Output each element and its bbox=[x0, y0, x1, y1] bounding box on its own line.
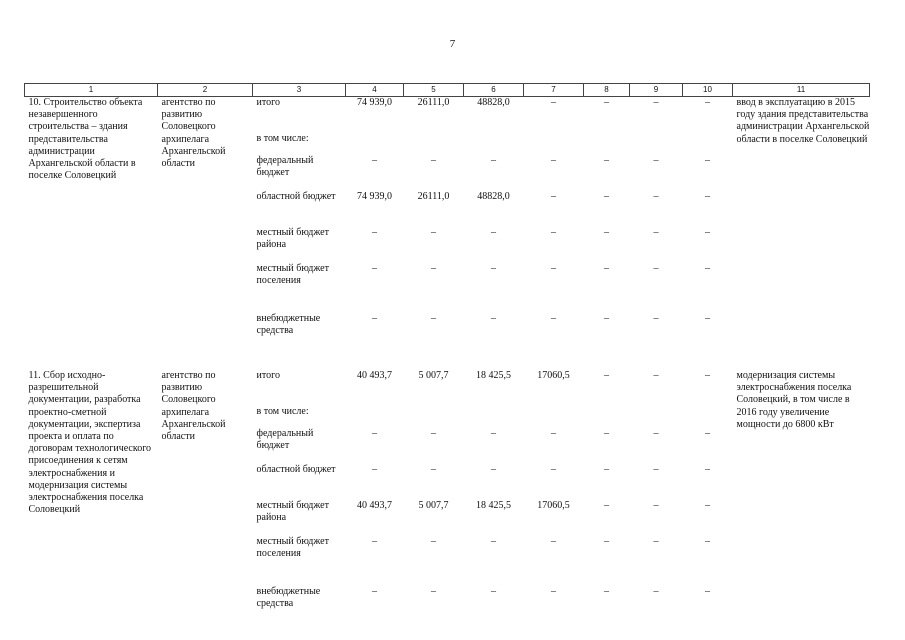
amount-value: – bbox=[551, 155, 556, 166]
amount-value: – bbox=[491, 227, 496, 238]
row-spacer bbox=[25, 349, 870, 370]
amount-value bbox=[683, 406, 733, 428]
funding-source-list bbox=[253, 370, 346, 622]
amount-value: – bbox=[604, 263, 609, 274]
amount-value: – bbox=[372, 428, 377, 439]
amount-value: 5 007,7 bbox=[418, 370, 449, 381]
header-cell: 9 bbox=[630, 84, 683, 97]
amount-value: – bbox=[431, 586, 436, 597]
project-result-note: модернизация системы электроснабжения поселка Соловецкий, в том числе в 2016 году увеличение мощности до 6800 кВт bbox=[736, 370, 852, 430]
amount-value: – bbox=[551, 227, 556, 238]
amount-value: – bbox=[604, 428, 609, 439]
funding-source-label: местный бюджет поселения bbox=[256, 263, 329, 287]
funding-source-label: федеральный бюджет bbox=[256, 428, 314, 452]
amount-column-c8 bbox=[584, 97, 630, 350]
amount-value: 74 939,0 bbox=[357, 97, 392, 108]
amount-value bbox=[584, 406, 630, 428]
header-cell: 6 bbox=[464, 84, 524, 97]
project-row bbox=[25, 97, 870, 350]
funding-source-label: в том числе: bbox=[256, 406, 309, 417]
amount-value: – bbox=[491, 536, 496, 547]
amount-value bbox=[346, 406, 404, 428]
amount-value: 40 493,7 bbox=[357, 370, 392, 381]
amount-value: – bbox=[705, 500, 710, 511]
amount-value: – bbox=[604, 464, 609, 475]
amount-value: – bbox=[653, 428, 659, 439]
header-cell: 11 bbox=[733, 84, 870, 97]
amount-value: – bbox=[653, 191, 659, 202]
amount-value: – bbox=[653, 536, 659, 547]
amount-value: 17060,5 bbox=[537, 500, 570, 511]
header-cell: 5 bbox=[404, 84, 464, 97]
amount-column-c6 bbox=[464, 97, 524, 350]
amount-value: – bbox=[491, 586, 496, 597]
amount-value: – bbox=[653, 370, 659, 381]
amount-value: 26111,0 bbox=[417, 191, 450, 202]
amount-value: 26111,0 bbox=[417, 97, 450, 108]
amount-column-c5 bbox=[404, 370, 464, 622]
funding-source-label: внебюджетные средства bbox=[256, 586, 321, 610]
amount-value: – bbox=[604, 227, 609, 238]
amount-value: 40 493,7 bbox=[357, 500, 392, 511]
amount-value: – bbox=[604, 191, 609, 202]
amount-value: – bbox=[604, 370, 609, 381]
header-cell: 10 bbox=[683, 84, 733, 97]
header-cell: 2 bbox=[158, 84, 253, 97]
amount-column-c4 bbox=[346, 370, 404, 622]
project-result-note: ввод в эксплуатацию в 2015 году здания представительства администрации Архангельской области в поселке Соловецкий bbox=[736, 97, 870, 145]
amount-column-c4 bbox=[346, 97, 404, 350]
amount-value: – bbox=[653, 263, 659, 274]
amount-value: – bbox=[705, 155, 710, 166]
amount-value: – bbox=[431, 428, 436, 439]
amount-value bbox=[464, 133, 524, 155]
amount-value: – bbox=[372, 155, 377, 166]
amount-value: – bbox=[491, 464, 496, 475]
amount-value: – bbox=[431, 536, 436, 547]
amount-value bbox=[346, 133, 404, 155]
amount-value: – bbox=[431, 464, 436, 475]
amount-value: – bbox=[491, 155, 496, 166]
amount-value bbox=[404, 133, 464, 155]
funding-source-label: областной бюджет bbox=[256, 191, 336, 202]
amount-value: – bbox=[372, 464, 377, 475]
funding-source-label: внебюджетные средства bbox=[256, 313, 321, 337]
funding-source-label: местный бюджет поселения bbox=[256, 536, 329, 560]
amount-value: – bbox=[431, 155, 436, 166]
amount-value: 5 007,7 bbox=[418, 500, 449, 511]
header-cell: 3 bbox=[253, 84, 346, 97]
amount-value bbox=[464, 406, 524, 428]
amount-value: 18 425,5 bbox=[476, 370, 511, 381]
header-cell: 7 bbox=[524, 84, 584, 97]
amount-column-c5 bbox=[404, 97, 464, 350]
amount-value: – bbox=[604, 500, 609, 511]
amount-value: 17060,5 bbox=[537, 370, 570, 381]
amount-value: – bbox=[653, 586, 659, 597]
amount-value: – bbox=[705, 536, 710, 547]
header-cell: 1 bbox=[25, 84, 158, 97]
amount-value bbox=[630, 133, 683, 155]
project-executor: агентство по развитию Соловецкого архипелага Архангельской области bbox=[161, 370, 226, 442]
amount-value: – bbox=[551, 586, 556, 597]
amount-value: – bbox=[431, 263, 436, 274]
header-cell: 4 bbox=[346, 84, 404, 97]
amount-value: – bbox=[653, 500, 659, 511]
amount-value: – bbox=[653, 464, 659, 475]
amount-value: – bbox=[653, 155, 659, 166]
amount-value: – bbox=[653, 313, 659, 324]
amount-value bbox=[524, 406, 584, 428]
amount-value: – bbox=[551, 263, 556, 274]
amount-value: – bbox=[372, 227, 377, 238]
amount-value: – bbox=[551, 313, 556, 324]
amount-value: – bbox=[551, 97, 556, 108]
amount-value: – bbox=[372, 536, 377, 547]
amount-value: – bbox=[551, 536, 556, 547]
amount-value: – bbox=[604, 586, 609, 597]
funding-source-label: итого bbox=[256, 370, 280, 381]
amount-column-c6 bbox=[464, 370, 524, 622]
amount-value: – bbox=[604, 313, 609, 324]
project-row bbox=[25, 370, 870, 622]
amount-value: – bbox=[705, 97, 710, 108]
funding-source-label: местный бюджет района bbox=[256, 500, 329, 524]
amount-column-c7 bbox=[524, 370, 584, 622]
amount-value: – bbox=[705, 428, 710, 439]
amount-value: – bbox=[705, 370, 710, 381]
amount-column-c10 bbox=[683, 370, 733, 622]
column-number-header bbox=[25, 84, 870, 97]
project-executor: агентство по развитию Соловецкого архипелага Архангельской области bbox=[161, 97, 226, 169]
funding-source-list bbox=[253, 97, 346, 350]
amount-value: – bbox=[705, 263, 710, 274]
amount-value: – bbox=[705, 464, 710, 475]
amount-value: – bbox=[431, 313, 436, 324]
funding-source-label: федеральный бюджет bbox=[256, 155, 314, 179]
project-name: 11. Сбор исходно-разрешительной документации, разработка проектно-сметной документации, экспертиза проекта и оплата по договорам технологического присоединения к сетям электроснабжения и модернизация системы электроснабжения поселка Соловецкий bbox=[28, 370, 152, 516]
amount-column-c10 bbox=[683, 97, 733, 350]
amount-value: 48828,0 bbox=[477, 191, 510, 202]
amount-value: – bbox=[372, 313, 377, 324]
amount-value: – bbox=[604, 97, 609, 108]
amount-value: – bbox=[551, 428, 556, 439]
amount-column-c7 bbox=[524, 97, 584, 350]
amount-value: – bbox=[372, 586, 377, 597]
amount-value: – bbox=[604, 155, 609, 166]
funding-source-label: местный бюджет района bbox=[256, 227, 329, 251]
amount-value bbox=[683, 133, 733, 155]
amount-value: 48828,0 bbox=[477, 97, 510, 108]
funding-source-label: областной бюджет bbox=[256, 464, 336, 475]
amount-value: – bbox=[551, 464, 556, 475]
amount-value: – bbox=[491, 263, 496, 274]
amount-value: – bbox=[705, 227, 710, 238]
amount-value: – bbox=[431, 227, 436, 238]
amount-column-c9 bbox=[630, 370, 683, 622]
amount-value: – bbox=[491, 313, 496, 324]
amount-value: – bbox=[705, 313, 710, 324]
amount-value: – bbox=[604, 536, 609, 547]
funding-source-label: итого bbox=[256, 97, 280, 108]
amount-value bbox=[524, 133, 584, 155]
amount-value: 18 425,5 bbox=[476, 500, 511, 511]
funding-source-label: в том числе: bbox=[256, 133, 309, 144]
project-name: 10. Строительство объекта незавершенного строительства – здания представительства администрации Архангельской области в поселке Соловецкий bbox=[28, 97, 143, 182]
amount-value: – bbox=[551, 191, 556, 202]
amount-value: – bbox=[372, 263, 377, 274]
amount-value: 74 939,0 bbox=[357, 191, 392, 202]
amount-value bbox=[404, 406, 464, 428]
amount-column-c8 bbox=[584, 370, 630, 622]
amount-value: – bbox=[705, 586, 710, 597]
page-number: 7 bbox=[449, 38, 456, 50]
budget-table bbox=[24, 83, 870, 622]
amount-value: – bbox=[653, 227, 659, 238]
amount-value bbox=[584, 133, 630, 155]
amount-value: – bbox=[491, 428, 496, 439]
amount-value bbox=[630, 406, 683, 428]
amount-column-c9 bbox=[630, 97, 683, 350]
amount-value: – bbox=[653, 97, 659, 108]
header-cell: 8 bbox=[584, 84, 630, 97]
amount-value: – bbox=[705, 191, 710, 202]
